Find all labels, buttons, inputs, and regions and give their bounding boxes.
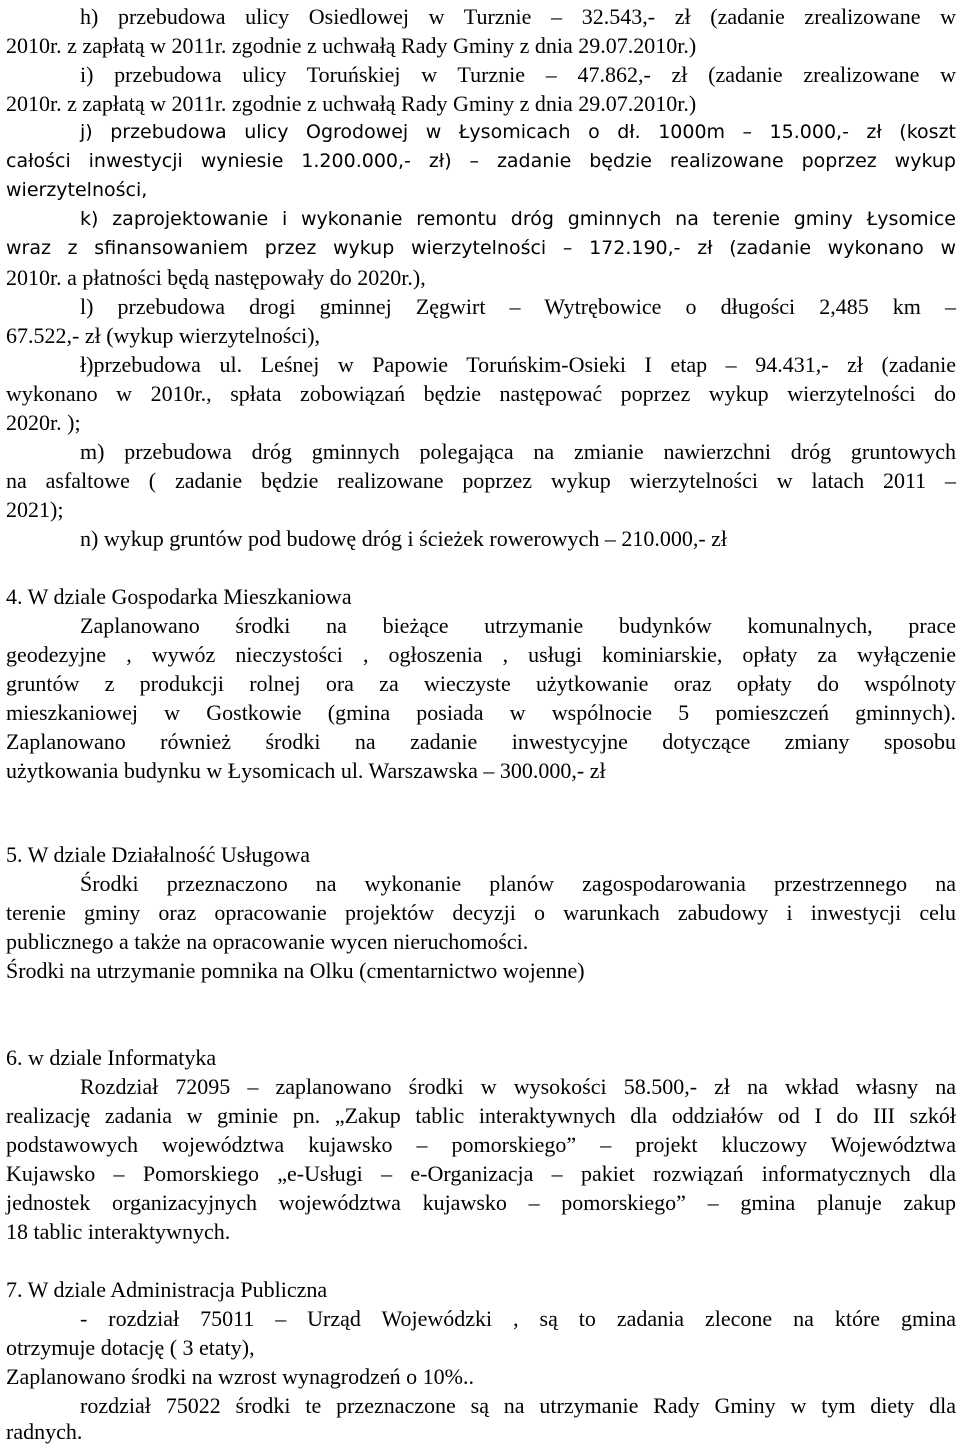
text-line-i2: 2010r. z zapłatą w 2011r. zgodnie z uchwałą Rady Gminy z dnia 29.07.2010r.) [6,91,697,116]
text-line-s7-1: - rozdział 75011 – Urząd Wojewódzki , są to zadania zlecone na które gmina [80,1306,956,1331]
text-line-m2: na asfaltowe ( zadanie będzie realizowane poprzez wykup wierzytelności w latach 2011 – [6,468,956,493]
section-heading-5: 5. W dziale Działalność Usługowa [6,842,311,867]
text-line-lstroke1: ł)przebudowa ul. Leśnej w Papowie Toruńskim-Osieki I etap – 94.431,- zł (zadanie [80,352,956,377]
text-line-lstroke3: 2020r. ); [6,410,81,435]
text-line-s7-2: otrzymuje dotację ( 3 etaty), [6,1335,255,1360]
text-line-i1: i) przebudowa ulicy Toruńskiej w Turznie – 47.862,- zł (zadanie zrealizowane w [80,62,956,87]
text-line-j1: j) przebudowa ulicy Ogrodowej w Łysomicach o dł. 1000m – 15.000,- zł (koszt [80,121,956,143]
text-line-m3: 2021); [6,497,64,522]
text-line-s6-3: podstawowych województwa kujawsko – pomorskiego” – projekt kluczowy Województwa [6,1132,956,1157]
text-line-h1: h) przebudowa ulicy Osiedlowej w Turznie – 32.543,- zł (zadanie zrealizowane w [80,4,956,29]
text-line-k1: k) zaprojektowanie i wykonanie remontu dróg gminnych na terenie gminy Łysomice [80,208,956,230]
text-line-s4-1: Zaplanowano środki na bieżące utrzymanie budynków komunalnych, prace [80,613,956,638]
text-line-s4-4: mieszkaniowej w Gostkowie (gmina posiada w wspólnocie 5 pomieszczeń gminnych). [6,700,956,725]
text-line-s7-3: Zaplanowano środki na wzrost wynagrodzeń o 10%.. [6,1364,474,1389]
text-line-j3: wierzytelności, [6,179,148,201]
text-line-s6-5: jednostek organizacyjnych województwa kujawsko – pomorskiego” – gmina planuje zakup [6,1190,956,1215]
section-heading-4: 4. W dziale Gospodarka Mieszkaniowa [6,584,352,609]
section-heading-6: 6. w dziale Informatyka [6,1045,217,1070]
text-line-s4-2: geodezyjne , wywóz nieczystości , ogłoszenia , usługi kominiarskie, opłaty za wyłączenie [6,642,956,667]
text-line-s6-6: 18 tablic interaktywnych. [6,1219,231,1244]
text-line-m1: m) przebudowa dróg gminnych polegająca na zmianie nawierzchni dróg gruntowych [80,439,956,464]
text-line-s6-1: Rozdział 72095 – zaplanowano środki w wysokości 58.500,- zł na wkład własny na [80,1074,956,1099]
text-line-n1: n) wykup gruntów pod budowę dróg i ścieżek rowerowych – 210.000,- zł [80,526,728,551]
text-line-s4-3: gruntów z produkcji rolnej ora za wieczyste użytkowanie oraz opłaty do wspólnoty [6,671,956,696]
text-line-s7-4: rozdział 75022 środki te przeznaczone są na utrzymanie Rady Gminy w tym diety dla [80,1393,956,1418]
text-line-s4-6: użytkowania budynku w Łysomicach ul. Warszawska – 300.000,- zł [6,758,606,783]
text-line-k2: wraz z sfinansowaniem przez wykup wierzytelności – 172.190,- zł (zadanie wykonano w [6,237,956,259]
text-line-s7-5: radnych. [6,1419,83,1444]
text-line-s6-4: Kujawsko – Pomorskiego „e-Usługi – e-Organizacja – pakiet rozwiązań informatycznych dla [6,1161,956,1186]
text-line-h2: 2010r. z zapłatą w 2011r. zgodnie z uchwałą Rady Gminy z dnia 29.07.2010r.) [6,33,697,58]
text-line-s5-3: publicznego a także na opracowanie wycen nieruchomości. [6,929,529,954]
text-line-j2: całości inwestycji wyniesie 1.200.000,- zł) – zadanie będzie realizowane poprzez wykup [6,150,956,172]
text-line-k3: 2010r. a płatności będą następowały do 2020r.), [6,265,426,290]
text-line-s5-1: Środki przeznaczono na wykonanie planów zagospodarowania przestrzennego na [80,871,956,896]
text-line-l2: 67.522,- zł (wykup wierzytelności), [6,323,321,348]
text-line-lstroke2: wykonano w 2010r., spłata zobowiązań będzie następować poprzez wykup wierzytelności do [6,381,956,406]
text-line-s5-2: terenie gminy oraz opracowanie projektów decyzji o warunkach zabudowy i inwestycji celu [6,900,956,925]
section-heading-7: 7. W dziale Administracja Publiczna [6,1277,328,1302]
text-line-s4-5: Zaplanowano również środki na zadanie inwestycyjne dotyczące zmiany sposobu [6,729,956,754]
text-line-s6-2: realizację zadania w gminie pn. „Zakup tablic interaktywnych dla oddziałów od I do III szkół [6,1103,956,1128]
text-line-l1: l) przebudowa drogi gminnej Zęgwirt – Wytrębowice o długości 2,485 km – [80,294,956,319]
text-line-s5-4: Środki na utrzymanie pomnika na Olku (cmentarnictwo wojenne) [6,958,585,983]
